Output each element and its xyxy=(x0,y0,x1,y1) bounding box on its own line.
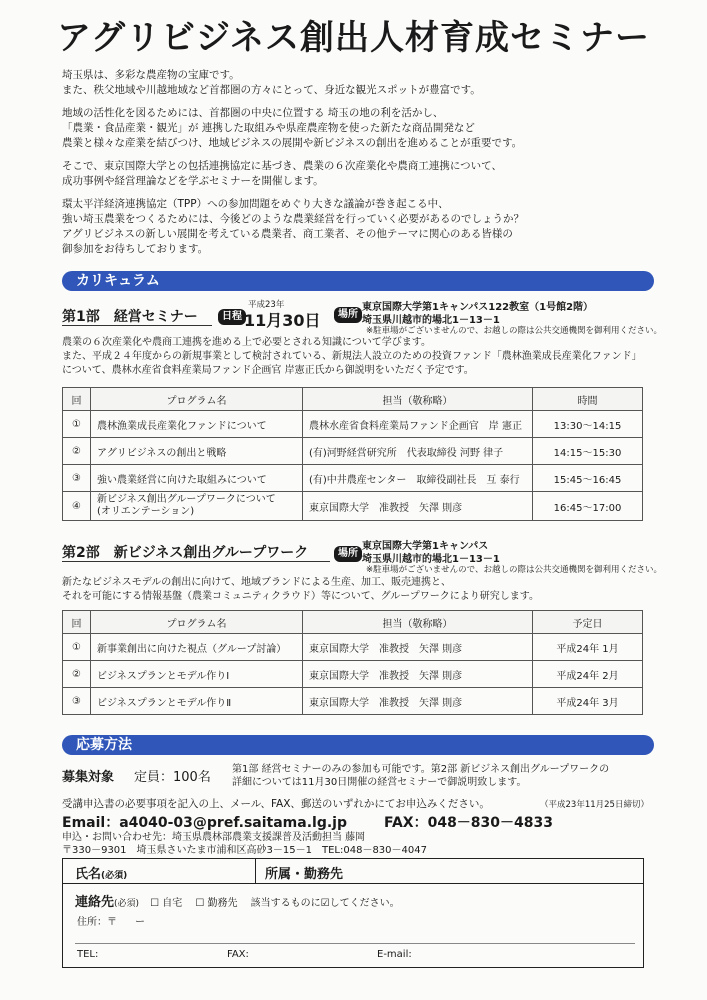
col-header: 回 xyxy=(63,388,91,411)
intro-line: 環太平洋経済連携協定（TPP）への参加問題をめぐり大きな議論が巻き起こる中、 xyxy=(62,198,449,210)
apply-email[interactable]: Email：a4040-03@pref.saitama.lg.jp xyxy=(62,815,347,831)
part2-underline xyxy=(62,561,330,562)
venue-line1: 東京国際大学第1キャンパス122教室（1号館2階） xyxy=(362,302,594,313)
program-time: 16:45～17:00 xyxy=(533,492,643,521)
row-number: ④ xyxy=(63,492,91,521)
row-number: ③ xyxy=(63,688,91,715)
application-form xyxy=(62,858,644,968)
row-number: ① xyxy=(63,634,91,661)
required-mark: (必須) xyxy=(114,899,140,909)
apply-fax: FAX：048－830－4833 xyxy=(384,815,553,831)
program-name: 農林漁業成長産業化ファンドについて xyxy=(91,411,303,438)
program-person: 東京国際大学 准教授 矢澤 則彦 xyxy=(303,688,533,715)
program-name: アグリビジネスの創出と戦略 xyxy=(91,438,303,465)
table-row xyxy=(63,688,643,715)
col-header: 回 xyxy=(63,611,91,634)
intro-line: 農業と様々な産業を結びつけ、地域ビジネスの展開や新ビジネスの創出を進めることが重要です。 xyxy=(62,137,523,149)
table-header-row xyxy=(63,388,643,411)
check-note-text2: してください。 xyxy=(329,898,400,909)
apply-instruction: 受講申込書の必要事項を記入の上、メール、FAX、郵送のいずれかにてお申込みください。 xyxy=(62,798,490,810)
part1-underline xyxy=(62,325,212,326)
row-number: ③ xyxy=(63,465,91,492)
date-badge: 日程 xyxy=(218,309,246,325)
form-affiliation-field[interactable]: 所属・勤務先 xyxy=(265,867,344,882)
venue-line1: 東京国際大学第1キャンパス xyxy=(362,541,489,552)
program-name: 新ビジネス創出グループワークについて xyxy=(97,494,276,505)
venue-note: ※駐車場がございませんので、お越しの際は公共交通機関を御利用ください。 xyxy=(366,565,662,575)
table-row xyxy=(63,634,643,661)
program-person: (有)中井農産センター 取締役副社長 互 泰行 xyxy=(303,465,533,492)
col-header: プログラム名 xyxy=(91,388,303,411)
venue-badge: 場所 xyxy=(334,546,362,562)
program-name-cell xyxy=(91,492,303,521)
desc-line: それを可能にする情報基盤（農業コミュニティクラウド）等について、グループワークにより研究します。 xyxy=(62,591,539,602)
form-name-field[interactable] xyxy=(75,863,127,882)
part1-title: 第1部 経営セミナー xyxy=(62,309,198,325)
part2-program-table xyxy=(62,610,643,715)
table-row xyxy=(63,438,643,465)
form-contact-row xyxy=(75,891,400,910)
program-time: 13:30～14:15 xyxy=(533,411,643,438)
desc-line: 新たなビジネスモデルの創出に向けて、地域ブランドによる生産、加工、販売連携と、 xyxy=(62,577,451,588)
program-time: 14:15～15:30 xyxy=(533,438,643,465)
capacity-label: 募集対象 xyxy=(62,770,115,785)
col-header: プログラム名 xyxy=(91,611,303,634)
email-field[interactable]: E-mail: xyxy=(377,949,412,960)
name-label: 氏名 xyxy=(75,867,102,882)
col-header: 担当（敬称略） xyxy=(303,388,533,411)
desc-line: また、平成２４年度からの新規事業として検討されている、新規法人設立のための投資ファンド「農林漁業成長産業化ファンド」 xyxy=(62,351,642,362)
address-dash: ー xyxy=(135,917,145,928)
program-person: 東京国際大学 准教授 矢澤 則彦 xyxy=(303,492,533,521)
program-name: ビジネスプランとモデル作りⅠ xyxy=(91,661,303,688)
apply-heading: 応募方法 xyxy=(62,735,654,755)
intro-text xyxy=(62,68,672,257)
part1-program-table xyxy=(62,387,643,521)
capacity: 定員：100名 xyxy=(134,770,211,785)
program-date: 平成24年 1月 xyxy=(533,634,643,661)
desc-line: 農業の６次産業化や農商工連携を進める上で必要とされる知識について学びます。 xyxy=(62,337,431,348)
tel-field[interactable]: TEL: xyxy=(77,949,99,960)
part1-description xyxy=(62,336,642,378)
capacity-note-line: 第1部 経営セミナーのみの参加も可能です。第2部 新ビジネス創出グループワークの xyxy=(232,764,610,775)
venue-line2: 埼玉県川越市的場北1－13－1 xyxy=(362,315,500,326)
work-label: 勤務先 xyxy=(207,898,238,909)
fax-field[interactable]: FAX: xyxy=(227,949,249,960)
table-row xyxy=(63,492,643,521)
table-row xyxy=(63,465,643,492)
address-field[interactable] xyxy=(77,913,145,928)
page-title: アグリビジネス創出人材育成セミナー xyxy=(57,18,650,58)
intro-spacer xyxy=(62,189,672,197)
col-header: 担当（敬称略） xyxy=(303,611,533,634)
venue-badge: 場所 xyxy=(334,307,362,323)
intro-spacer xyxy=(62,98,672,106)
col-header: 時間 xyxy=(533,388,643,411)
intro-line: 成功事例や経営理論などを学ぶセミナーを開催します。 xyxy=(62,175,324,187)
intro-spacer xyxy=(62,151,672,159)
table-row xyxy=(63,411,643,438)
intro-line: 御参加をお待ちしております。 xyxy=(62,243,209,255)
check-note xyxy=(251,898,400,909)
intro-line: 「農業・食品産業・観光」が 連携した取組みや県産農産物を使った新たな商品開発など xyxy=(62,122,475,134)
venue-line2: 埼玉県川越市的場北1－13－1 xyxy=(362,554,500,565)
part2-description xyxy=(62,576,539,604)
program-name: 新事業創出に向けた視点（グループ討論） xyxy=(91,634,303,661)
program-name: 強い農業経営に向けた取組みについて xyxy=(91,465,303,492)
program-date: 平成24年 3月 xyxy=(533,688,643,715)
program-person: (有)河野経営研究所 代表取締役 河野 律子 xyxy=(303,438,533,465)
program-date: 平成24年 2月 xyxy=(533,661,643,688)
capacity-note-line: 詳細については11月30日開催の経営セミナーで御説明致します。 xyxy=(232,777,527,788)
capacity-note xyxy=(232,763,609,789)
desc-line: について、農林水産省食料産業局ファンド企画官 岸憲正氏から御説明をいただく予定です。 xyxy=(62,365,474,376)
row-number: ① xyxy=(63,411,91,438)
contact-line: 申込・お問い合わせ先：埼玉県農林部農業支援課普及活動担当 藤岡 xyxy=(62,832,366,843)
contact-info xyxy=(62,831,427,857)
program-name-sub: (オリエンテーション) xyxy=(97,506,195,517)
intro-line: 強い埼玉農業をつくるためには、今後どのような農業経営を行っていく必要があるのでしょうか？ xyxy=(62,213,524,225)
venue-note: ※駐車場がございませんので、お越しの際は公共交通機関を御利用ください。 xyxy=(366,326,662,336)
address-label: 住所：〒 xyxy=(77,917,117,928)
part2-title: 第2部 新ビジネス創出グループワーク xyxy=(62,545,309,561)
work-checkbox[interactable]: ☐ 勤務先 xyxy=(195,898,238,909)
required-mark: (必須) xyxy=(101,871,128,881)
row-number: ② xyxy=(63,661,91,688)
home-label: 自宅 xyxy=(162,898,183,909)
address-underline xyxy=(75,943,635,944)
home-checkbox[interactable]: ☐ 自宅 xyxy=(150,898,183,909)
curriculum-heading: カリキュラム xyxy=(62,271,654,291)
table-row xyxy=(63,661,643,688)
date-year: 平成23年 xyxy=(248,300,285,310)
form-name-row xyxy=(63,859,643,884)
program-time: 15:45～16:45 xyxy=(533,465,643,492)
intro-line: また、秩父地域や川越地域など首都圏の方々にとって、身近な観光スポットが豊富です。 xyxy=(62,84,481,96)
form-divider xyxy=(255,859,256,883)
program-person: 農林水産省食料産業局ファンド企画官 岸 憲正 xyxy=(303,411,533,438)
contact-label: 連絡先 xyxy=(75,895,115,910)
apply-deadline: （平成23年11月25日締切） xyxy=(540,800,649,810)
contact-line: 〒330－9301 埼玉県さいたま市浦和区高砂3－15－1 TEL:048－830－4047 xyxy=(62,845,427,856)
intro-line: アグリビジネスの新しい展開を考えている農業者、商工業者、その他テーマに関心のある皆様の xyxy=(62,228,513,240)
row-number: ② xyxy=(63,438,91,465)
intro-line: 埼玉県は、多彩な農産物の宝庫です。 xyxy=(62,69,240,81)
check-note-text: 該当するものに xyxy=(250,898,321,909)
col-header: 予定日 xyxy=(533,611,643,634)
intro-line: そこで、東京国際大学との包括連携協定に基づき、農業の６次産業化や農商工連携について、 xyxy=(62,160,502,172)
checkbox-checked-icon: ☑ xyxy=(320,898,330,909)
table-header-row xyxy=(63,611,643,634)
program-name: ビジネスプランとモデル作りⅡ xyxy=(91,688,303,715)
intro-line: 地域の活性化を図るためには、首都圏の中央に位置する 埼玉の地の利を活かし、 xyxy=(62,107,444,119)
program-person: 東京国際大学 准教授 矢澤 則彦 xyxy=(303,661,533,688)
seminar-date: 11月30日 xyxy=(244,311,321,330)
program-person: 東京国際大学 准教授 矢澤 則彦 xyxy=(303,634,533,661)
